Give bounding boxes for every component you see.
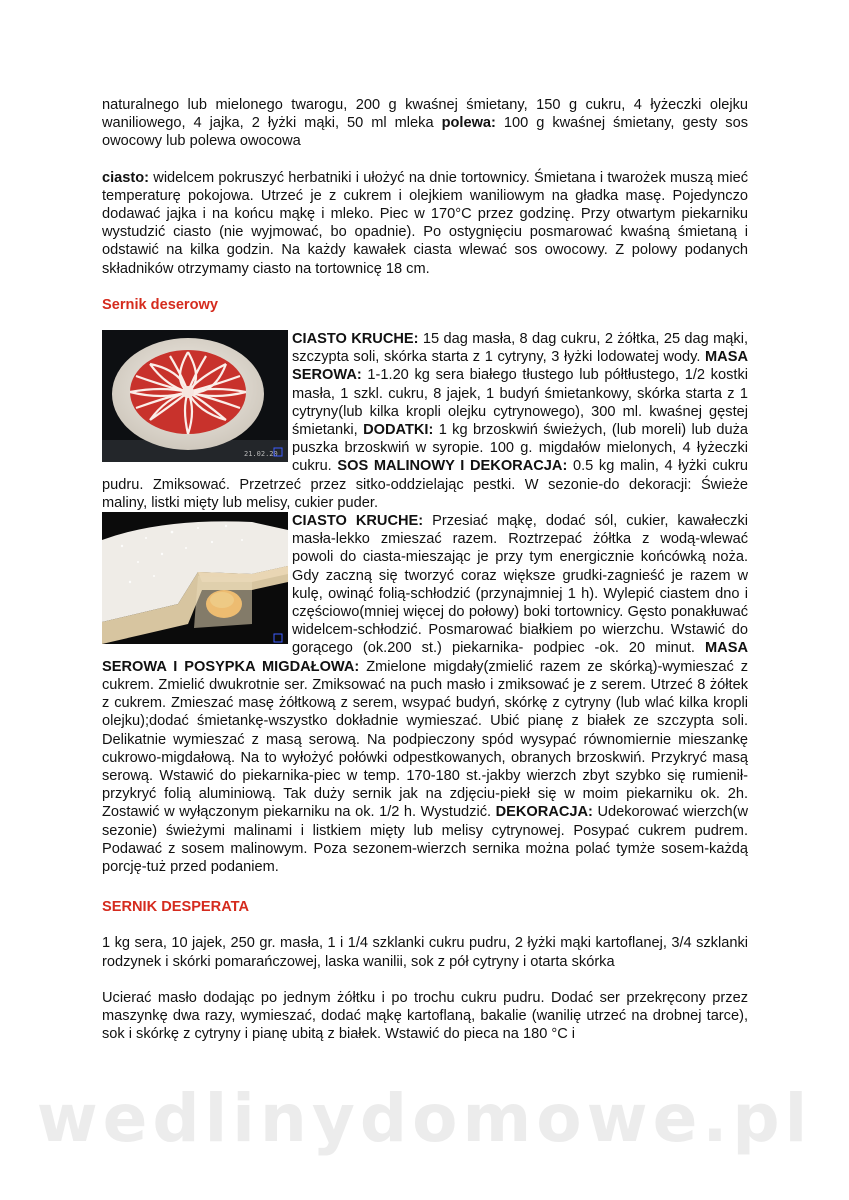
intro-text-2: 100 g kwaśnej śmietany, gesty sos owocowy lub polewa owocowa — [102, 115, 748, 150]
masa-serowa-label: MASA SEROWA: — [292, 349, 748, 384]
intro-text-1: naturalnego lub mielonego twarogu, 200 g kwaśnej śmietany, 150 g cukru, 4 łyżeczki olejku waniliowego, 4 jajka, 2 łyżki mąki, 50 ml mleka — [102, 97, 748, 132]
recipe2-method: Ucierać masło dodając po jednym żółtku i po trochu cukru pudru. Dodać ser przekręcony przez maszynkę dwa razy, wymieszać, dodać mąkę kartoflaną, bakalie (wanilię utrzeć na drobnej tarce), sok i skórkę z cytryny i pianę ubitą z białek. Wstawić do pieca na 180 °C i — [102, 989, 748, 1043]
ciasto-text: widelcem pokruszyć herbatniki i ułożyć na dnie tortownicy. Śmietana i twarożek muszą mieć temperaturę pokojowa. Utrzeć je z cukrem i olejkiem waniliowym na gładka masę. Pojedynczo dodawać jajka i na końcu mąkę i mleko. Piec w 170°C przez godzinę. Przy otwartym piekarniku wystudzić ciasto (nie wyjmować, bo opadnie). Po ostygnięciu posmarować kwaśną śmietaną i odstawić na kilka godzin. Na każdy kawałek ciasta wlewać sos owocowy. Z polowy podanych składników otrzymamy ciasto na tortownicę 18 cm. — [102, 169, 748, 277]
ciasto-kruche-ingredients: 15 dag masła, 8 dag cukru, 2 żółtka, 25 dag mąki, szczypta soli, skórka starta z 1 cytryny, 3 łyżki lodowatej wody. — [292, 331, 748, 366]
polewa-label: polewa: — [441, 115, 496, 132]
cheesecake-photo-decorated — [102, 330, 288, 462]
sos-malinowy-label: SOS MALINOWY I DEKORACJA: — [337, 458, 568, 475]
intro-method — [102, 169, 748, 278]
ciasto-kruche-method-label: CIASTO KRUCHE: — [292, 513, 424, 530]
photo-date-stamp: 21.02.20 — [244, 450, 278, 459]
ciasto-kruche-method: Przesiać mąkę, dodać sól, cukier, kawałeczki masła-lekko zmieszać razem. Roztrzepać żółtka z wodą-wlewać powoli do ciasta-mieszając je przy tym energicznie końcówką noża. Gdy zaczną się tworzyć coraz większe grudki-zagnieść je razem w kulę, owinąć folią-schłodzić (przynajmniej 1 h). Wylepić ciastem dno i częściowo(mniej więcej do połowy) boki tortownicy. Gęsto ponakłuwać widelcem-schłodzić. Posmarować białkiem po wierzchu. Wstawić do gorącego (ok.200 st.) piekarnika- podpiec -ok. 20 minut. — [292, 513, 748, 657]
ciasto-kruche-label: CIASTO KRUCHE: — [292, 331, 419, 348]
ciasto-label: ciasto: — [102, 169, 150, 186]
recipe2-title: SERNIK DESPERATA — [102, 899, 250, 916]
sos-malinowy-ingredients: 0.5 kg malin, 4 łyżki cukru pudru. Zmiksować. Przetrzeć przez sitko-oddzielając pestki. W sezonie-do dekoracji: Świeże maliny, listki mięty lub melisy, cukier puder. — [102, 458, 749, 511]
recipe1-title: Sernik deserowy — [102, 296, 218, 313]
recipe2-ingredients: 1 kg sera, 10 jajek, 250 gr. masła, 1 i 1/4 szklanki cukru pudru, 2 łyżki mąki kartoflanej, 3/4 szklanki rodzynek i skórki pomarańczowej, laska wanilii, sok z pół cytryny i otarta skórka — [102, 935, 748, 970]
intro-ingredients — [102, 96, 748, 151]
dodatki-label: DODATKI: — [363, 422, 434, 439]
masa-serowa-ingredients: 1-1.20 kg sera białego tłustego lub półtłustego, 1/2 kostki masła, 1 szkl. cukru, 8 jajek, 1 budyń śmietankowy, skórka starta z 1 cytryny(lub kilka kropli olejku cytrynowego), 300 ml. kwaśnej gęstej śmietanki, — [292, 367, 748, 439]
document-page — [102, 96, 748, 1043]
dekoracja-label: DEKORACJA: — [495, 804, 593, 821]
site-watermark: wedlinydomowe.pl — [36, 1080, 813, 1157]
dodatki-ingredients: 1 kg brzoskwiń świeżych, (lub moreli) lub duża puszka brzoskwiń w syropie. 100 g. migdałów mielonych, 4 łyżeczki cukru. — [292, 422, 748, 475]
cheesecake-photo-slice — [102, 512, 288, 644]
dekoracja-method: Udekorować wierzch(w sezonie) świeżymi malinami i listkiem mięty lub melisy cytrynowej. Posypać cukrem pudrem. Podawać z sosem malinowym. Poza sezonem-wierzch sernika można polać tymże sosem-każdą porcję-tuż przed podaniem. — [102, 804, 748, 875]
masa-serowa-method: Zmielone migdały(zmielić razem ze skórką)-wymieszać z cukrem. Zmielić dwukrotnie ser. Zmiksować na puch masło i zmiksować je z serem. Utrzeć 8 żółtek z cukrem. Zmieszać masę żółtkową z serem, wsypać budyń, skórkę z cytryny (lub wlać kilka kropli olejku);dodać śmietankę-wszystko dokładnie wymieszać. Ubić pianę z białek ze szczypta soli. Delikatnie wymieszać z masą serową. Na podpieczony spód wysypać równomiernie mieszankę cukrowo-migdałową. Na to wyłożyć połówki odpestkowanych, obranych brzoskwiń. Przykryć masą serową. Wstawić do piekarnika-piec w temp. 170-180 st.-jakby wierzch zbyt szybko się rumienił-przykryć folią aluminiową. Tak duży sernik jak na zdjęciu-piekł się w moim piekarniku ok. 2h. Zostawić w wyłączonym piekarniku na ok. 1/2 h. Wystudzić. — [102, 658, 748, 821]
masa-serowa-method-label: MASA SEROWA I POSYPKA MIGDAŁOWA: — [102, 640, 748, 675]
